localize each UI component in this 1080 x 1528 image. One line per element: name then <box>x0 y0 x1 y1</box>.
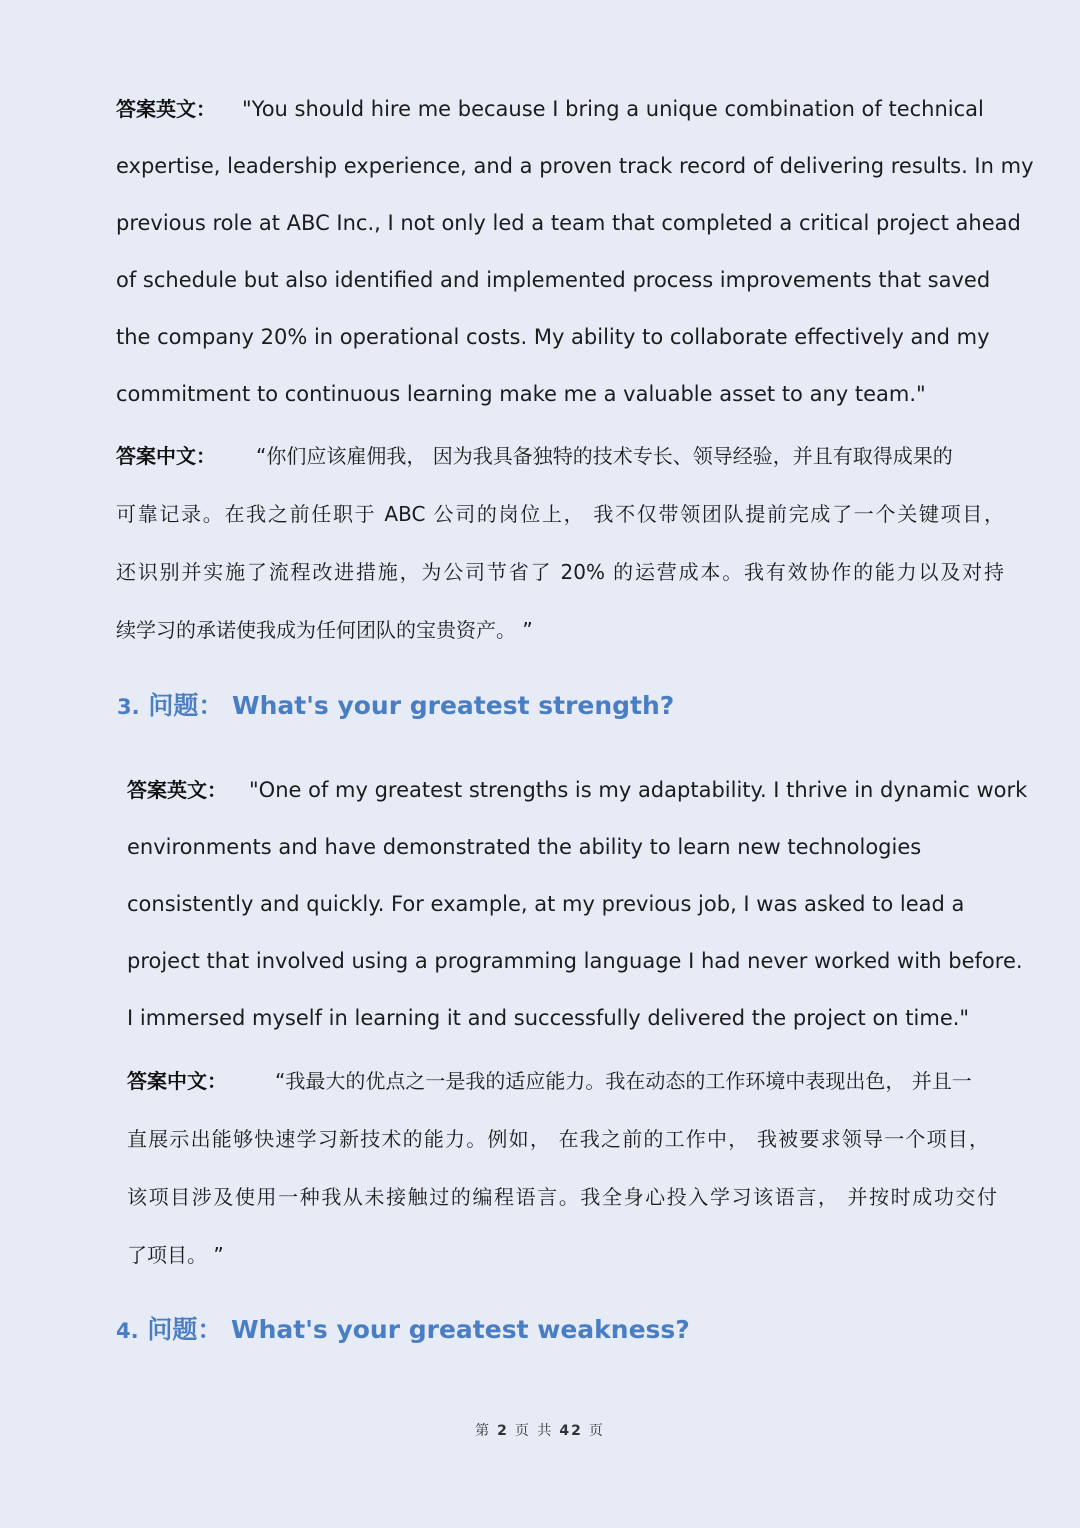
answer-line: 可靠记录。在我之前任职于 ABC 公司的岗位上， 我不仅带领团队提前完成了一个关键项目， <box>116 502 1004 526</box>
answer-chinese-label: 答案中文： <box>127 1069 227 1093</box>
answer-chinese-label: 答案中文： <box>116 444 216 468</box>
answer-line: previous role at ABC Inc., I not only led a team that completed a critical project ahead <box>116 211 1021 235</box>
current-page-number: 2 <box>497 1423 509 1439</box>
answer-line: 续学习的承诺使我成为任何团队的宝贵资产。 ” <box>116 618 533 642</box>
answer-line: of schedule but also identified and implemented process improvements that saved <box>116 268 991 292</box>
answer-line: I immersed myself in learning it and successfully delivered the project on time." <box>127 1006 970 1030</box>
page-footer <box>0 1420 1080 1440</box>
answer-line <box>127 776 1027 804</box>
answer-text: "One of my greatest strengths is my adaptability. I thrive in dynamic work <box>249 778 1028 802</box>
answer-line <box>127 1067 972 1095</box>
answer-line: 还识别并实施了流程改进措施，为公司节省了 20% 的运营成本。我有效协作的能力以及对持 <box>116 560 1004 584</box>
footer-middle: 页 共 <box>514 1423 554 1439</box>
answer-line <box>116 442 953 470</box>
answer-line <box>116 95 984 123</box>
answer-english-label: 答案英文： <box>116 97 216 121</box>
total-page-count: 42 <box>559 1423 583 1439</box>
answer-line: 直展示出能够快速学习新技术的能力。例如， 在我之前的工作中， 我被要求领导一个项目， <box>127 1127 989 1151</box>
question-heading-3 <box>117 690 674 723</box>
question-heading-4 <box>116 1314 690 1347</box>
answer-line: environments and have demonstrated the ability to learn new technologies <box>127 835 922 859</box>
answer-text: “我最大的优点之一是我的适应能力。我在动态的工作环境中表现出色， 并且一 <box>275 1069 972 1093</box>
answer-line: 该项目涉及使用一种我从未接触过的编程语言。我全身心投入学习该语言， 并按时成功交付 <box>127 1185 997 1209</box>
footer-prefix: 第 <box>475 1423 492 1439</box>
footer-suffix: 页 <box>588 1423 605 1439</box>
answer-line: project that involved using a programming language I had never worked with before. <box>127 949 1023 973</box>
answer-line: the company 20% in operational costs. My ability to collaborate effectively and my <box>116 325 990 349</box>
answer-line: consistently and quickly. For example, at my previous job, I was asked to lead a <box>127 892 965 916</box>
answer-text: “你们应该雇佣我， 因为我具备独特的技术专长、领导经验，并且有取得成果的 <box>256 444 953 468</box>
answer-text: "You should hire me because I bring a unique combination of technical <box>242 97 984 121</box>
question-number: 4. <box>116 1319 139 1343</box>
answer-line: expertise, leadership experience, and a proven track record of delivering results. In my <box>116 154 1034 178</box>
answer-line: commitment to continuous learning make me a valuable asset to any team." <box>116 382 926 406</box>
answer-line: 了项目。 ” <box>127 1243 224 1267</box>
question-title: 问题： What's your greatest strength? <box>148 691 675 720</box>
question-number: 3. <box>117 695 140 719</box>
question-title: 问题： What's your greatest weakness? <box>147 1315 690 1344</box>
answer-english-label: 答案英文： <box>127 778 227 802</box>
